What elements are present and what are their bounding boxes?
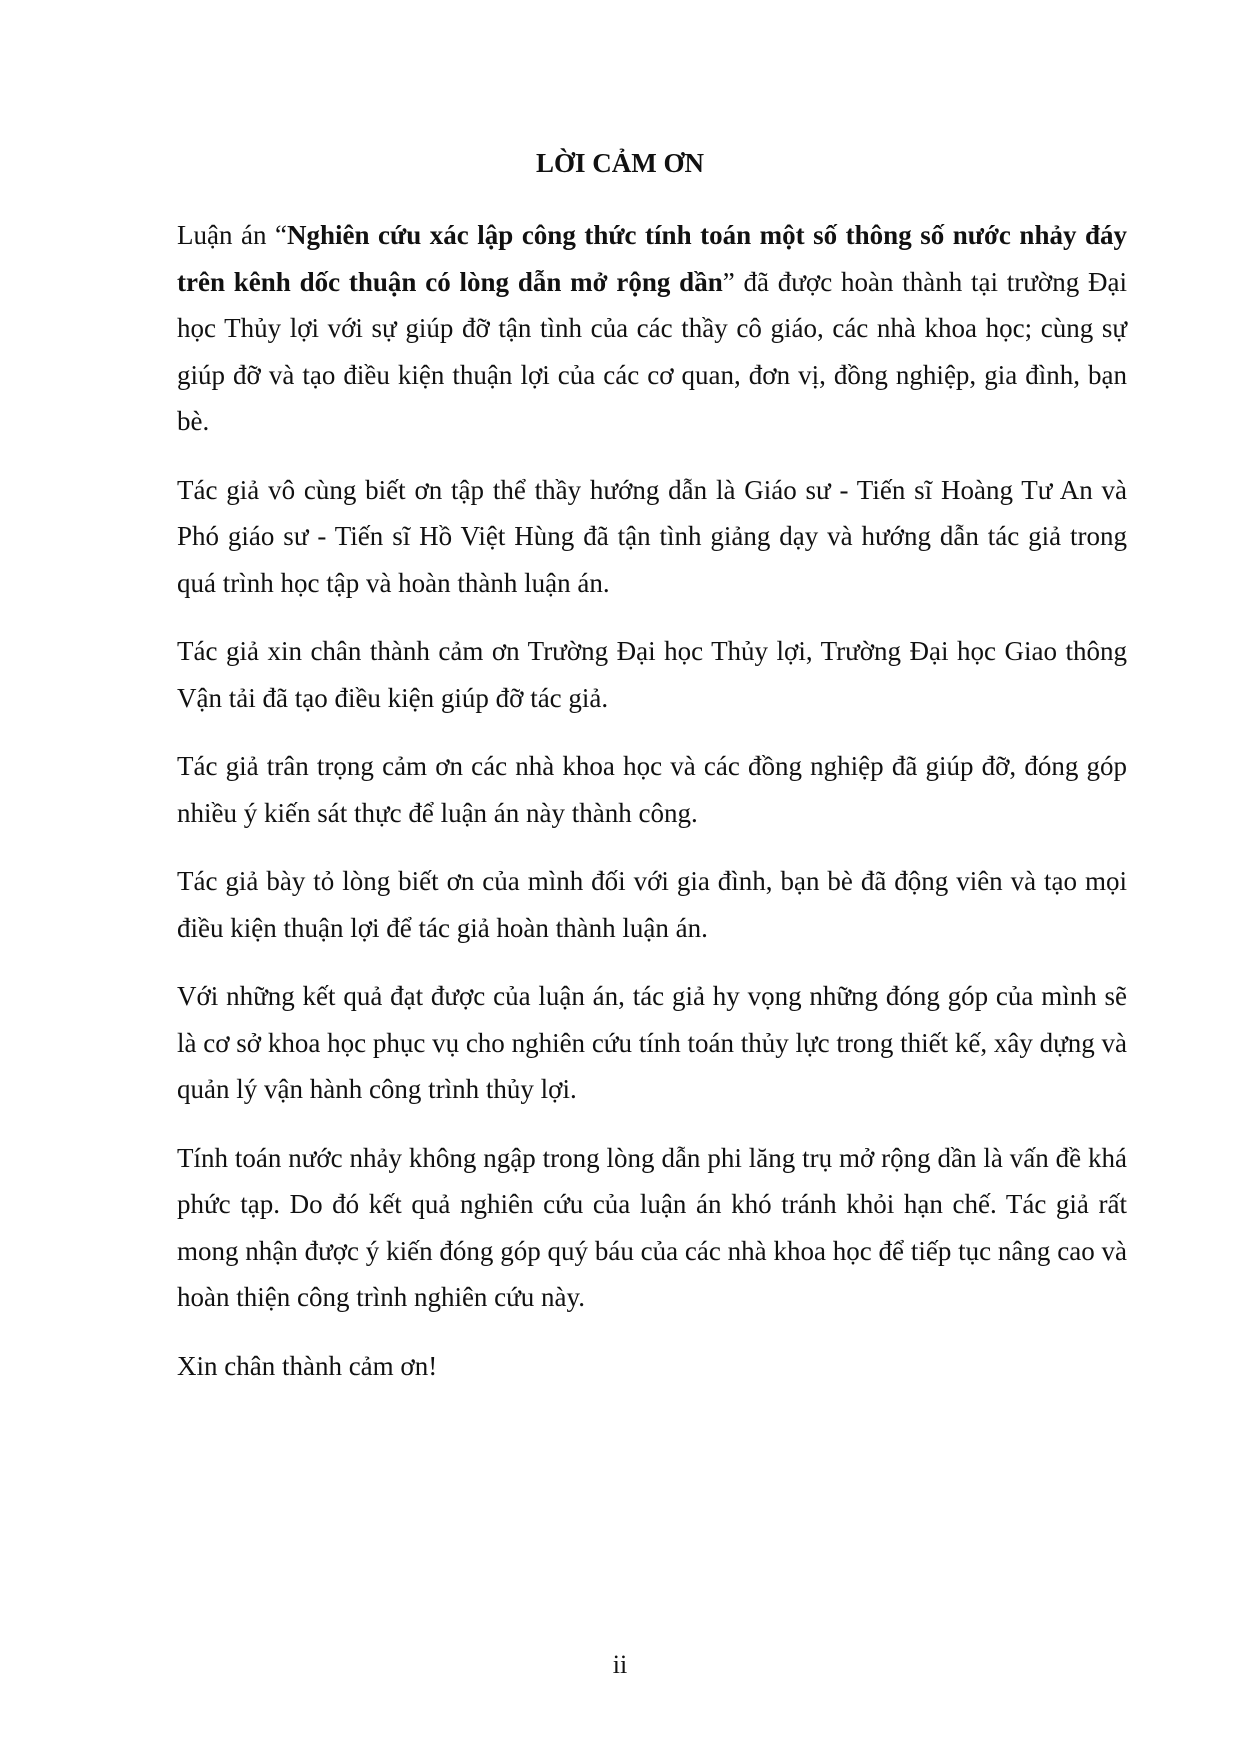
intro-paragraph bbox=[177, 212, 1127, 445]
page-number: ii bbox=[612, 1650, 628, 1679]
paragraph-limitations: Tính toán nước nhảy không ngập trong lòng dẫn phi lăng trụ mở rộng dần là vấn đề khá phức tạp. Do đó kết quả nghiên cứu của luận án khó tránh khỏi hạn chế. Tác giả rất mong nhận được ý kiến đóng góp quý báu của các nhà khoa học để tiếp tục nâng cao và hoàn thiện công trình nghiên cứu này. bbox=[177, 1142, 1127, 1312]
paragraph-family: Tác giả bày tỏ lòng biết ơn của mình đối với gia đình, bạn bè đã động viên và tạo mọi điều kiện thuận lợi để tác giả hoàn thành luận án. bbox=[177, 866, 1127, 943]
thesis-title: Nghiên cứu xác lập công thức tính toán một số thông số nước nhảy đáy trên kênh dốc thuận có lòng dẫn mở rộng dần bbox=[177, 220, 1127, 297]
paragraph-closing: Xin chân thành cảm ơn! bbox=[177, 1350, 438, 1381]
paragraph-colleagues: Tác giả trân trọng cảm ơn các nhà khoa học và các đồng nghiệp đã giúp đỡ, đóng góp nhiều ý kiến sát thực để luận án này thành công. bbox=[177, 751, 1127, 828]
intro-suffix: ” đã được hoàn thành tại trường Đại học Thủy lợi với sự giúp đỡ tận tình của các thầy cô giáo, các nhà khoa học; cùng sự giúp đỡ và tạo điều kiện thuận lợi của các cơ quan, đơn vị, đồng nghiệp, gia đình, bạn bè. bbox=[177, 266, 1127, 436]
paragraph-contribution: Với những kết quả đạt được của luận án, tác giả hy vọng những đóng góp của mình sẽ là cơ sở khoa học phục vụ cho nghiên cứu tính toán thủy lực trong thiết kế, xây dựng và quản lý vận hành công trình thủy lợi. bbox=[177, 981, 1127, 1104]
page-title: LỜI CẢM ƠN bbox=[536, 148, 704, 178]
paragraph-universities: Tác giả xin chân thành cảm ơn Trường Đại học Thủy lợi, Trường Đại học Giao thông Vận tải đã tạo điều kiện giúp đỡ tác giả. bbox=[177, 636, 1127, 713]
intro-prefix: Luận án “ bbox=[177, 220, 287, 250]
document-body bbox=[177, 212, 1127, 1411]
paragraph-supervisors: Tác giả vô cùng biết ơn tập thể thầy hướng dẫn là Giáo sư - Tiến sĩ Hoàng Tư An và Phó giáo sư - Tiến sĩ Hồ Việt Hùng đã tận tình giảng dạy và hướng dẫn tác giả trong quá trình học tập và hoàn thành luận án. bbox=[177, 474, 1127, 598]
